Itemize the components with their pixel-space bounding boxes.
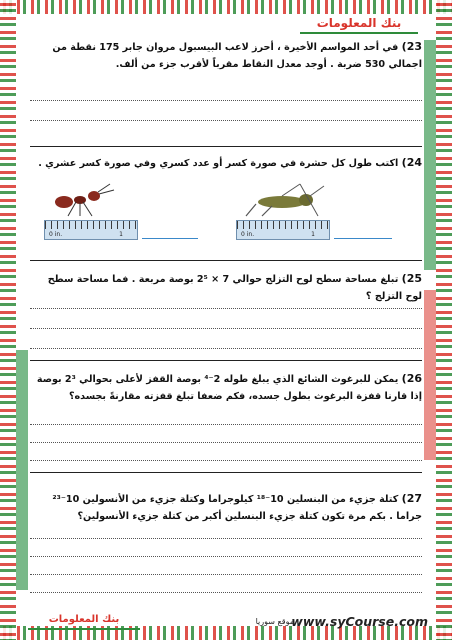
answer-line (142, 238, 198, 239)
header-logo: بنك المعلومات (300, 14, 418, 34)
answer-line (30, 348, 422, 349)
ruler-end-label: 1 (119, 231, 123, 238)
question-number: 23) (401, 40, 422, 53)
question-number: 26) (401, 372, 422, 385)
decorative-border-right (436, 0, 452, 640)
answer-line (30, 460, 422, 461)
question-body: كتلة جزيء من البنسلين 10⁻¹⁸ كيلوجراما وكتلة جزيء من الأنسولين 10⁻²³ جراما . بكم مرة تكون كتلة جزيء البنسلين أكبر من كتلة جزيء الأنسولين؟ (52, 494, 422, 522)
question-27 (30, 490, 422, 525)
ruler-ticks (45, 221, 137, 229)
section-divider (30, 472, 422, 473)
question-number: 27) (401, 492, 422, 505)
question-body: يمكن للبرغوث الشائع الذي يبلغ طوله 2⁻⁴ بوصة القفز لأعلى بحوالي 2³ بوصة إذا قارنا قفزة البرغوث بطول جسده، فكم ضعفا تبلغ قفزته مقارنةً بجسده؟ (36, 374, 422, 402)
question-text (30, 490, 422, 525)
question-body: تبلغ مساحة سطح لوح التزلج حوالي 7 × 2⁵ بوصة مربعة . فما مساحة سطح لوح التزلج ؟ (47, 274, 422, 302)
answer-line (30, 442, 422, 443)
ruler-ticks (237, 221, 329, 229)
questions-area (30, 30, 422, 610)
ruler-start-label: 0 in. (49, 231, 63, 238)
question-text (30, 370, 422, 405)
decorative-side-strip (424, 40, 436, 270)
question-body: في أحد المواسم الأخيرة ، أحرز لاعب البيسبول مروان جابر 175 نقطة من اجمالي 530 ضربة . أوجد معدل النقاط مقرباً لأقرب جزء من ألف. (52, 42, 422, 70)
question-body: اكتب طول كل حشرة في صورة كسر أو عدد كسري وفي صورة كسر عشري . (38, 158, 399, 169)
section-divider (30, 260, 422, 261)
decorative-side-strip (16, 350, 28, 590)
footer (28, 614, 428, 630)
answer-line (30, 120, 422, 121)
footer-url-link[interactable]: www.syCourse.com (291, 614, 428, 629)
answer-line (30, 592, 422, 593)
answer-line (30, 538, 422, 539)
decorative-border-top (0, 0, 452, 14)
question-23 (30, 38, 422, 73)
answer-line (334, 238, 392, 239)
answer-line (30, 308, 422, 309)
answer-line (30, 100, 422, 101)
question-number: 24) (401, 156, 422, 169)
decorative-side-strip (424, 290, 436, 460)
answer-line (30, 424, 422, 425)
question-26 (30, 370, 422, 405)
question-text (30, 154, 422, 172)
section-divider (30, 360, 422, 361)
answer-line (30, 574, 422, 575)
decorative-border-left (0, 0, 16, 640)
ruler (44, 220, 138, 240)
question-number: 25) (401, 272, 422, 285)
ant-icon (50, 180, 120, 218)
ruler (236, 220, 330, 240)
question-24 (30, 154, 422, 172)
footer-logo: بنك المعلومات (28, 614, 140, 630)
section-divider (30, 146, 422, 147)
question-25 (30, 270, 422, 305)
question-text (30, 270, 422, 305)
grasshopper-icon (242, 182, 326, 218)
answer-line (30, 556, 422, 557)
footer-site-label: موقع سوريا (255, 617, 294, 626)
answer-line (30, 328, 422, 329)
ruler-end-label: 1 (311, 231, 315, 238)
question-text (30, 38, 422, 73)
ruler-start-label: 0 in. (241, 231, 255, 238)
